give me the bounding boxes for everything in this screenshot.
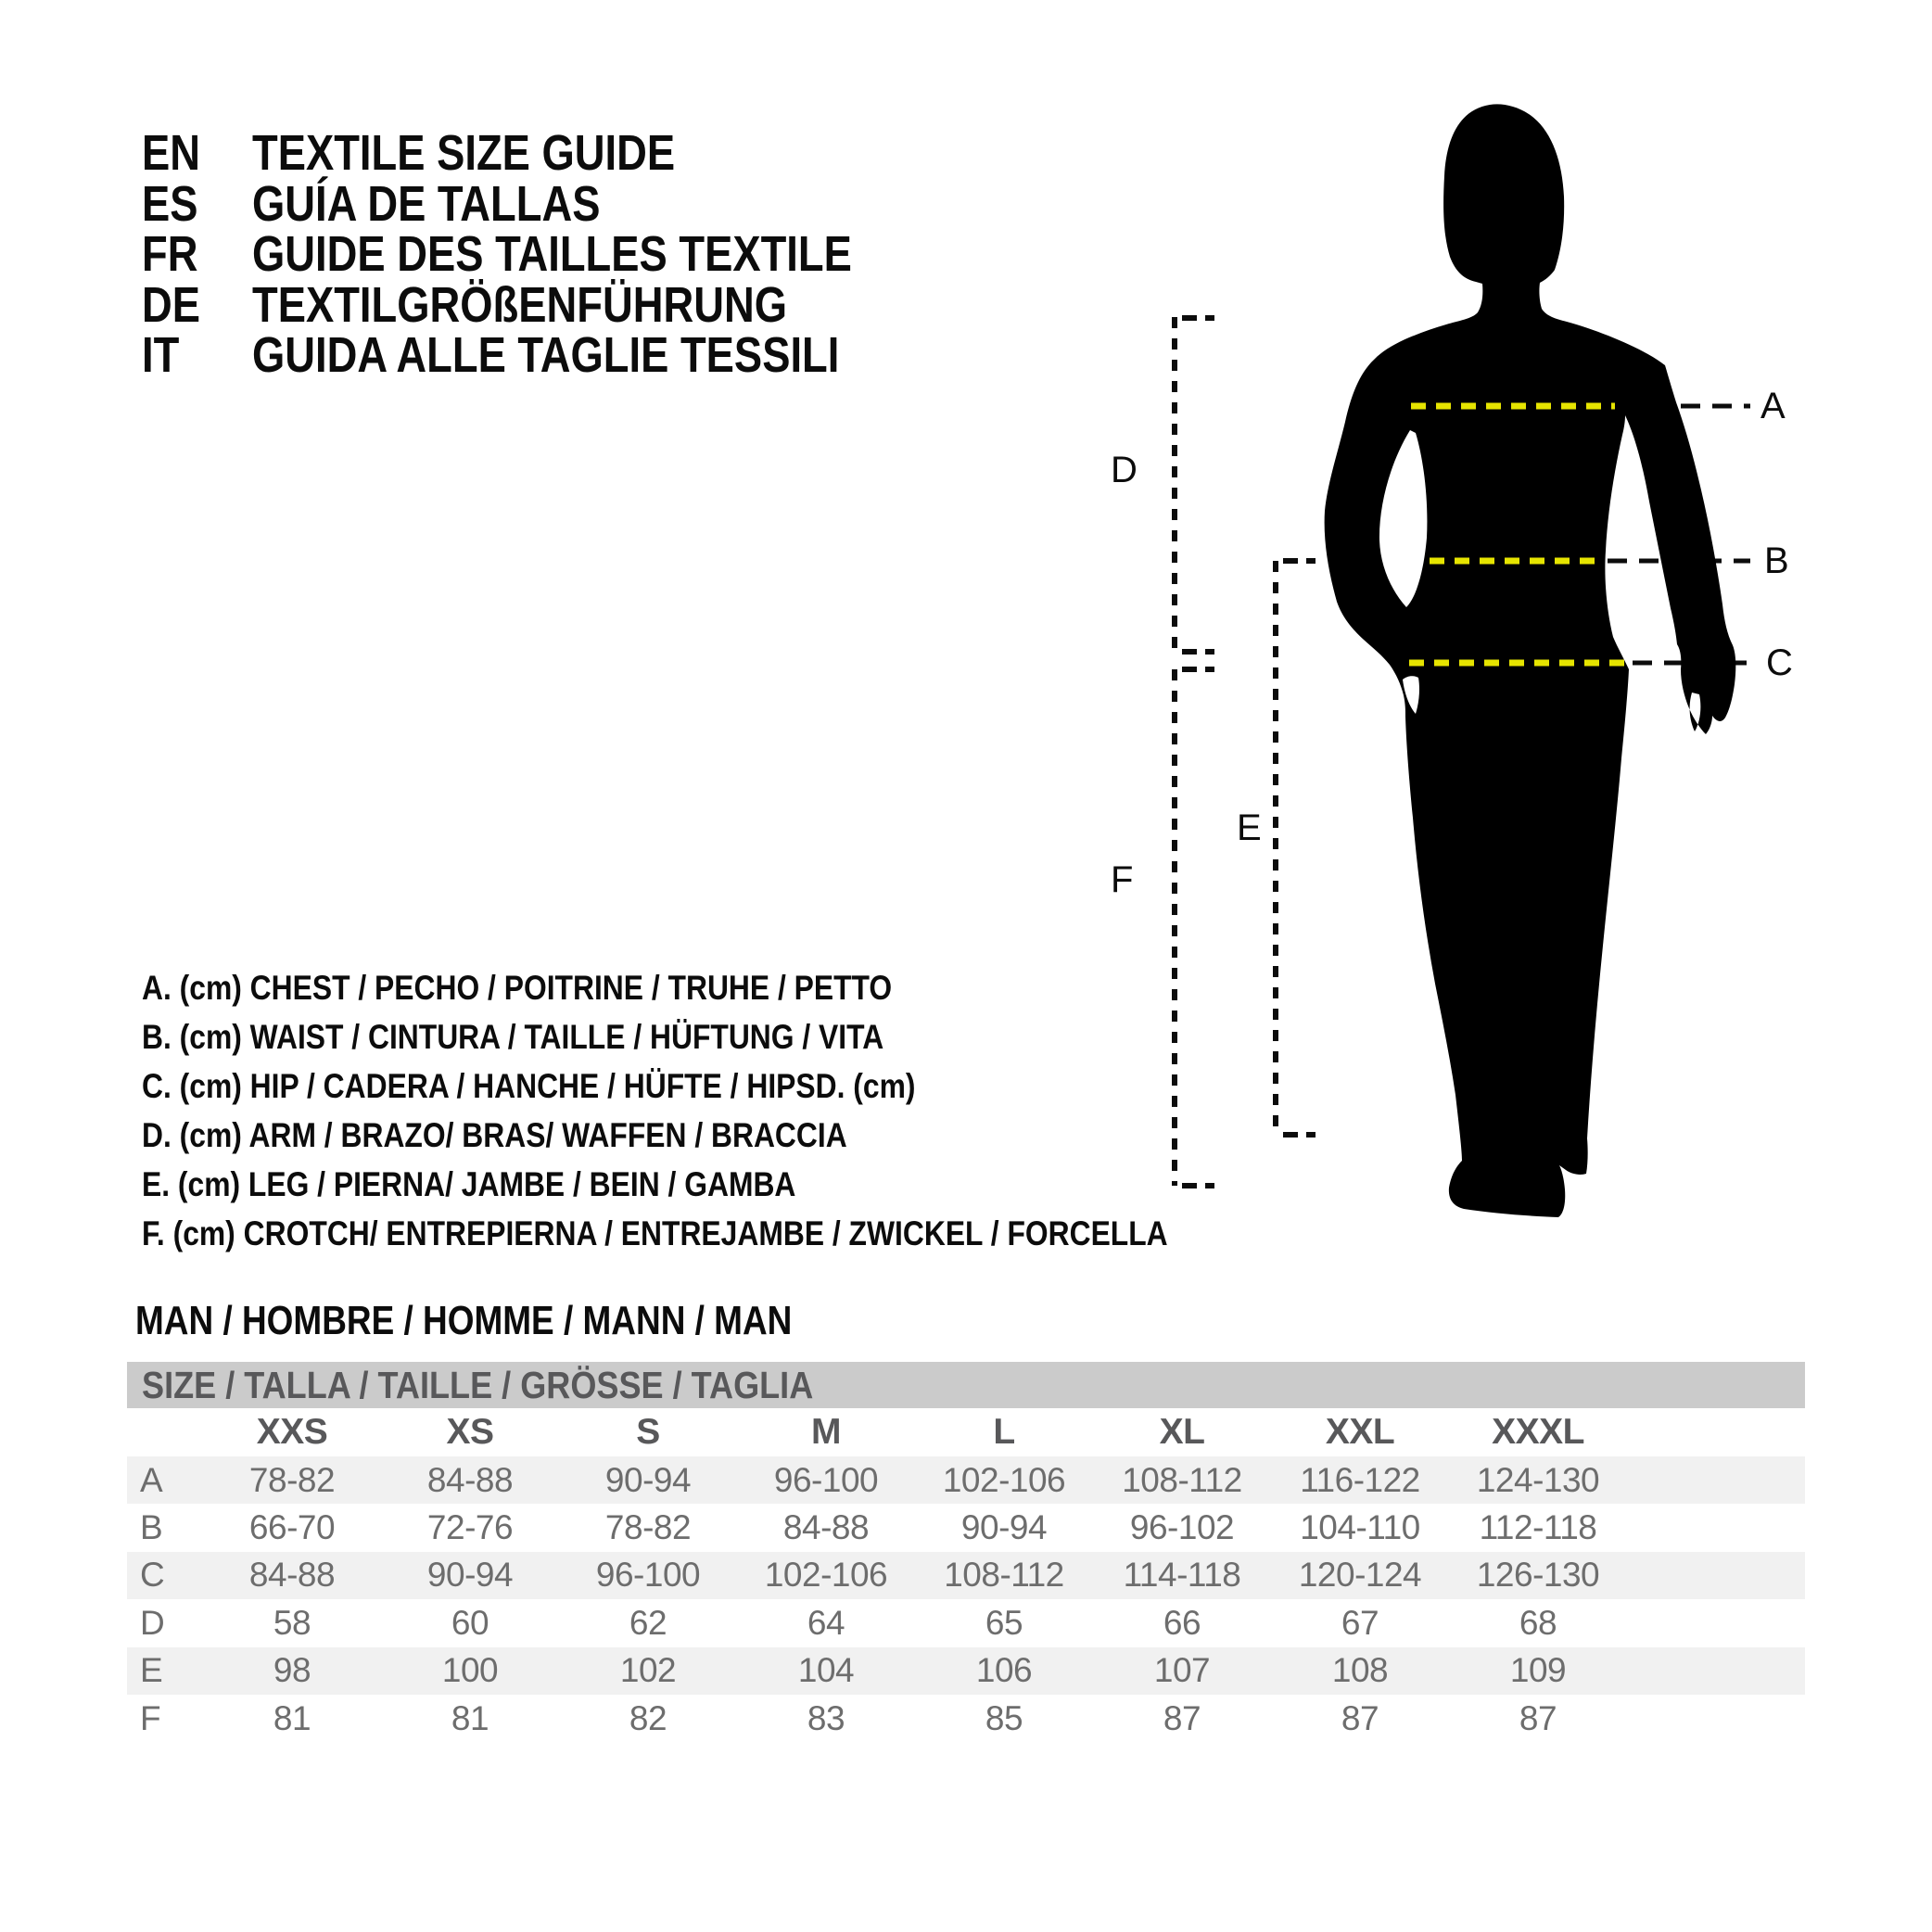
- table-cell: 108-112: [915, 1552, 1093, 1599]
- table-cell: 96-100: [559, 1552, 737, 1599]
- table-cell: 84-88: [203, 1552, 381, 1599]
- lang-code: ES: [142, 175, 198, 232]
- table-cell: 104: [737, 1647, 915, 1695]
- title-text: TEXTILE SIZE GUIDE: [252, 125, 676, 182]
- legend-line: [142, 1209, 1335, 1258]
- row-label: A: [127, 1456, 203, 1504]
- legend-text: D. (cm) ARM / BRAZO/ BRAS/ WAFFEN / BRACCIA: [142, 1115, 847, 1154]
- table-cell: 108: [1271, 1647, 1449, 1695]
- table-cell: 98: [203, 1647, 381, 1695]
- filler-cell: [1627, 1408, 1805, 1456]
- filler-cell: [1627, 1552, 1805, 1599]
- table-cell: 64: [807, 1603, 845, 1642]
- legend-line: [142, 963, 1335, 1012]
- filler-cell: [1627, 1647, 1805, 1695]
- size-col: XL: [1159, 1412, 1205, 1452]
- size-table-header-text: SIZE / TALLA / TAILLE / GRÖSSE / TAGLIA: [142, 1363, 814, 1406]
- table-cell: 66-70: [248, 1508, 336, 1547]
- legend-line: [142, 1111, 1335, 1160]
- size-col: L: [993, 1412, 1015, 1452]
- table-cell: 112-118: [1479, 1508, 1597, 1547]
- table-cell: 72-76: [426, 1508, 514, 1547]
- legend-text: A. (cm) CHEST / PECHO / POITRINE / TRUHE / PETTO: [142, 968, 893, 1007]
- table-cell: 81: [451, 1698, 489, 1737]
- table-cell: 87: [1163, 1698, 1201, 1737]
- table-cell: 66: [1163, 1603, 1201, 1642]
- legend-text: F. (cm) CROTCH/ ENTREPIERNA / ENTREJAMBE / ZWICKEL / FORCELLA: [142, 1214, 1168, 1252]
- legend-line: [142, 1012, 1335, 1061]
- table-cell: 96-102: [1129, 1508, 1235, 1547]
- hip-label: C: [1766, 642, 1793, 683]
- title-text: GUIDA ALLE TAGLIE TESSILI: [252, 327, 840, 384]
- row-label: D: [140, 1603, 165, 1642]
- table-cell: 102: [559, 1647, 737, 1695]
- legend-line: [142, 1061, 1335, 1111]
- table-cell: 124-130: [1449, 1456, 1627, 1504]
- table-cell: 58: [273, 1603, 311, 1642]
- size-col: XS: [446, 1412, 494, 1452]
- table-cell: 68: [1519, 1603, 1557, 1642]
- lang-code: DE: [142, 276, 201, 333]
- row-label: C: [127, 1552, 203, 1599]
- table-cell: 114-118: [1093, 1552, 1271, 1599]
- table-cell: 67: [1341, 1603, 1379, 1642]
- lang-code: FR: [142, 226, 198, 283]
- table-cell: 109: [1449, 1647, 1627, 1695]
- filler-cell: [1627, 1504, 1805, 1551]
- title-text: GUÍA DE TALLAS: [252, 175, 601, 232]
- row-label: E: [127, 1647, 203, 1695]
- table-cell: 84-88: [782, 1508, 870, 1547]
- table-cell: 116-122: [1271, 1456, 1449, 1504]
- row-label: B: [140, 1508, 163, 1547]
- table-cell: 102-106: [737, 1552, 915, 1599]
- table-cell: 65: [985, 1603, 1023, 1642]
- empty-cell: [127, 1408, 203, 1456]
- title-text: TEXTILGRÖßENFÜHRUNG: [252, 276, 788, 333]
- table-cell: 60: [451, 1603, 489, 1642]
- table-cell: 100: [381, 1647, 559, 1695]
- table-cell: 120-124: [1271, 1552, 1449, 1599]
- legend-text: C. (cm) HIP / CADERA / HANCHE / HÜFTE / HIPSD. (cm): [142, 1066, 916, 1105]
- crotch-label: F: [1111, 859, 1134, 900]
- table-cell: 78-82: [203, 1456, 381, 1504]
- size-col: XXXL: [1492, 1412, 1584, 1452]
- size-table-header: [127, 1362, 1805, 1408]
- arm-measure-bracket: [1175, 317, 1214, 652]
- lang-code: EN: [142, 125, 201, 182]
- legend-text: B. (cm) WAIST / CINTURA / TAILLE / HÜFTUNG / VITA: [142, 1017, 884, 1056]
- table-cell: 81: [273, 1698, 311, 1737]
- table-cell: 87: [1519, 1698, 1557, 1737]
- lang-code: IT: [142, 327, 180, 384]
- filler-cell: [1627, 1599, 1805, 1646]
- waist-label: B: [1764, 540, 1789, 581]
- legend-text: E. (cm) LEG / PIERNA/ JAMBE / BEIN / GAMBA: [142, 1164, 796, 1203]
- table-cell: 85: [985, 1698, 1023, 1737]
- table-cell: 90-94: [960, 1508, 1048, 1547]
- table-cell: 83: [807, 1698, 845, 1737]
- category-text: MAN / HOMBRE / HOMME / MANN / MAN: [135, 1298, 793, 1343]
- legend-line: [142, 1160, 1335, 1209]
- size-col: XXS: [256, 1412, 328, 1452]
- table-cell: 126-130: [1449, 1552, 1627, 1599]
- table-cell: 87: [1341, 1698, 1379, 1737]
- size-col: S: [636, 1412, 660, 1452]
- table-cell: 90-94: [381, 1552, 559, 1599]
- filler-cell: [1627, 1456, 1805, 1504]
- size-col: M: [811, 1412, 841, 1452]
- leg-label: E: [1237, 807, 1262, 848]
- size-table: [127, 1362, 1805, 1742]
- row-label: F: [140, 1698, 161, 1737]
- table-cell: 84-88: [381, 1456, 559, 1504]
- table-cell: 106: [915, 1647, 1093, 1695]
- arm-label: D: [1111, 450, 1138, 490]
- table-cell: 107: [1093, 1647, 1271, 1695]
- table-cell: 82: [629, 1698, 667, 1737]
- table-cell: 90-94: [559, 1456, 737, 1504]
- table-cell: 104-110: [1300, 1508, 1420, 1547]
- filler-cell: [1627, 1695, 1805, 1742]
- table-cell: 96-100: [737, 1456, 915, 1504]
- category-line: [135, 1296, 917, 1346]
- size-col: XXL: [1325, 1412, 1395, 1452]
- chest-label: A: [1760, 386, 1786, 426]
- table-cell: 62: [629, 1603, 667, 1642]
- table-cell: 102-106: [915, 1456, 1093, 1504]
- table-cell: 108-112: [1093, 1456, 1271, 1504]
- measurement-legend: [142, 963, 1335, 1258]
- table-cell: 78-82: [604, 1508, 692, 1547]
- title-text: GUIDE DES TAILLES TEXTILE: [252, 226, 852, 283]
